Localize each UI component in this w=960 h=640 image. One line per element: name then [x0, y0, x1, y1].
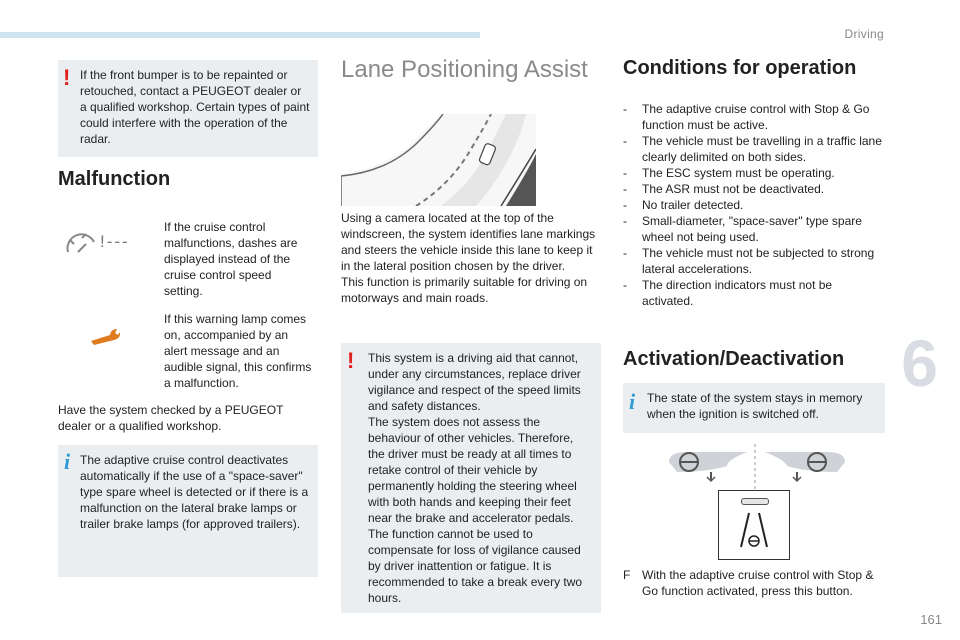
condition-item: - Small-diameter, "space-saver" type spare wheel not being used. [623, 214, 862, 244]
activation-step [623, 567, 885, 599]
condition-item: - The ASR must not be deactivated. [623, 182, 825, 196]
activation-title: Activation/Deactivation [623, 348, 845, 370]
warning-icon: ! [63, 65, 71, 90]
road-curve-illustration [341, 114, 536, 206]
memory-info-box [623, 383, 885, 433]
memory-info-text: The state of the system stays in memory when the ignition is switched off. [647, 391, 863, 421]
lane-assist-button-icon[interactable] [719, 507, 789, 557]
condition-item: - No trailer detected. [623, 198, 744, 212]
condition-item: - The direction indicators must not be activated. [623, 278, 833, 308]
space-saver-info-box [58, 445, 318, 577]
lane-assist-button-panel [718, 490, 790, 560]
cruise-dashes-text: !--- [100, 232, 130, 251]
lane-assist-led [741, 498, 769, 505]
section-label: Driving [844, 27, 884, 41]
warning-icon: ! [347, 348, 355, 373]
lamp-icon-wrap [88, 326, 122, 346]
chapter-number: 6 [901, 326, 938, 400]
lane-illustration [341, 114, 536, 206]
space-saver-info-text: The adaptive cruise control deactivates automatically if the use of a "space-saver" type spare wheel is detected or if there is a malfunction on the lateral brake lamps or trailer brake lamps (for approved trailers). [80, 453, 309, 531]
check-text: Have the system checked by a PEUGEOT dealer or a qualified workshop. [58, 403, 284, 433]
top-accent-bar [0, 32, 480, 38]
malfunction-title: Malfunction [58, 168, 171, 190]
info-icon: i [64, 449, 71, 474]
lane-positioning-body: Using a camera located at the top of the windscreen, the system identifies lane markings and steers the vehicle inside this lane to keep it in the lateral position chosen by the driver. This function is primarily suitable for driving on motorways and main roads. [341, 211, 596, 305]
cruise-malfunction-text: If the cruise control malfunctions, dashes are displayed instead of the cruise control speed setting. [164, 220, 298, 298]
driving-aid-warning-text: This system is a driving aid that cannot, under any circumstances, replace driver vigilance and respect of the speed limits and safety distances. The system does not assess the behaviour of other vehicles. Therefore, the driver must be ready at all times to retake control of their vehicle by permanently holding the steering wheel with both hands and keeping their feet near the brake and accelerator pedals. The function cannot be used to compensate for loss of vigilance caused by driver inattention or fatigue. It is recommended to take a break every two hours. [368, 351, 583, 605]
condition-item: - The vehicle must not be subjected to strong lateral accelerations. [623, 246, 875, 276]
bumper-warning-text: If the front bumper is to be repainted or retouched, contact a PEUGEOT dealer or a qualified workshop. Certain types of paint could interfere with the operation of the radar. [80, 68, 310, 146]
condition-item: - The vehicle must be travelling in a traffic lane clearly delimited on both sides. [623, 134, 882, 164]
conditions-title: Conditions for operation [623, 57, 857, 79]
driving-aid-warning-box [341, 343, 601, 613]
info-icon: i [629, 389, 636, 414]
page-number: 161 [920, 612, 942, 627]
cruise-malfunction-symbol [64, 230, 144, 256]
wrench-warning-lamp-icon [88, 326, 122, 346]
step-marker: F [623, 568, 631, 582]
conditions-list [623, 101, 885, 309]
bumper-warning-box [58, 60, 318, 157]
activation-step-text: With the adaptive cruise control with Stop & Go function activated, press this button. [642, 568, 874, 598]
lamp-text: If this warning lamp comes on, accompanied by an alert message and an audible signal, this confirms a malfunction. [164, 312, 312, 390]
lane-positioning-title: Lane Positioning Assist [341, 56, 588, 83]
condition-item: - The adaptive cruise control with Stop & Go function must be active. [623, 102, 870, 132]
condition-item: - The ESC system must be operating. [623, 166, 835, 180]
